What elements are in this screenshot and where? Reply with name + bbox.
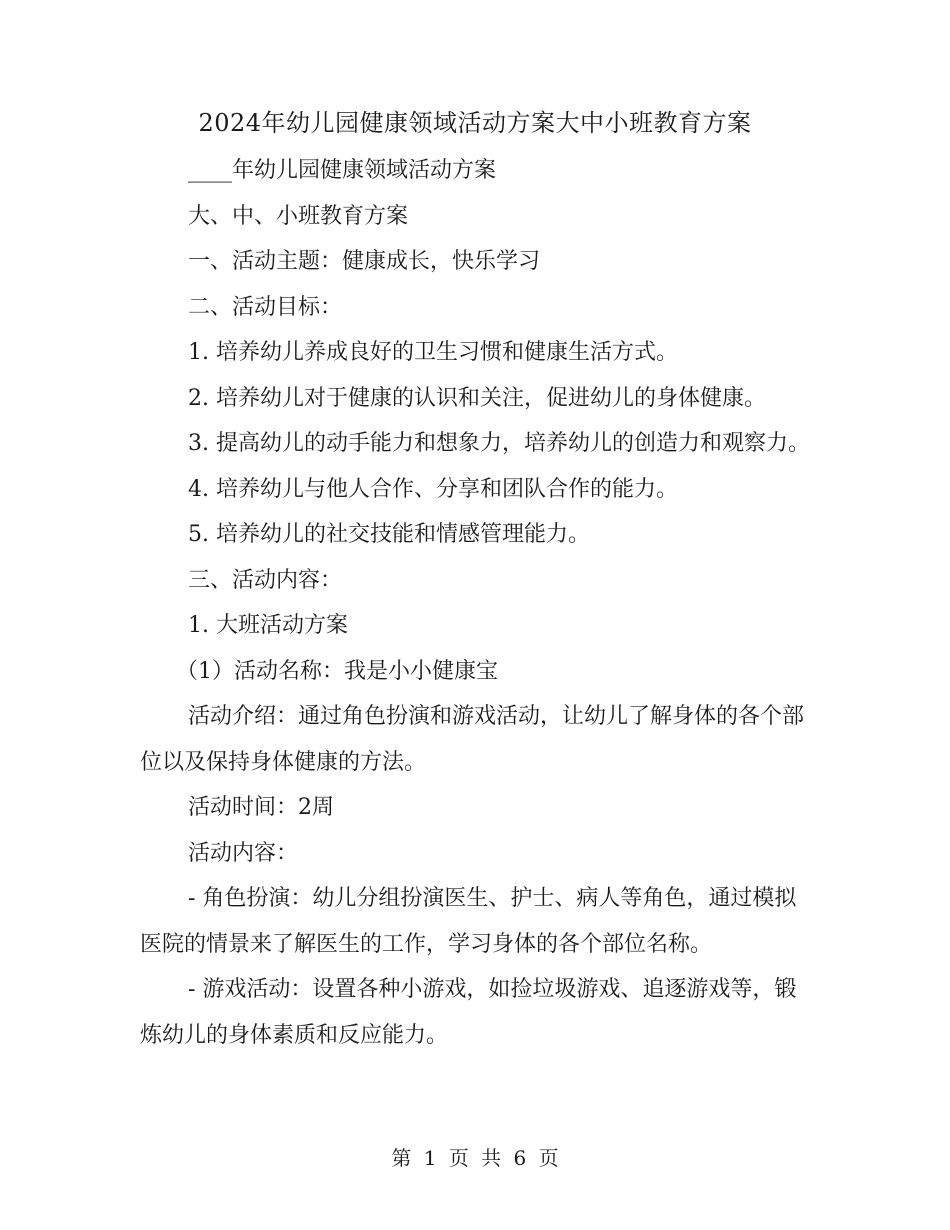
activity-time: 活动时间：2周 [188,795,334,820]
document-body [140,148,810,1058]
document-title: 2024年幼儿园健康领域活动方案大中小班教育方案 [198,109,752,137]
page-number-footer: 第 1 页 共 6 页 [391,1146,559,1170]
goal-item-2: 2. 培养幼儿对于健康的认识和关注，促进幼儿的身体健康。 [188,385,766,411]
section-heading-goals: 二、活动目标： [188,294,343,320]
paragraph-subtitle-classes: 大、中、小班教育方案 [188,203,409,229]
activity-content-roleplay: - 角色扮演：幼儿分组扮演医生、护士、病人等角色，通过模拟医院的情景来了解医生的工作，学习身体的各个部位名称。 [140,886,797,957]
goal-item-5: 5. 培养幼儿的社交技能和情感管理能力。 [188,522,590,547]
activity-name: （1）活动名称：我是小小健康宝 [176,658,498,684]
section-heading-content: 三、活动内容： [188,567,343,593]
goal-item-3: 3. 提高幼儿的动手能力和想象力，培养幼儿的创造力和观察力。 [188,431,810,456]
section-heading-theme: 一、活动主题：健康成长，快乐学习 [188,249,541,274]
subsection-heading-big-class: 1. 大班活动方案 [188,613,348,638]
activity-intro: 活动介绍：通过角色扮演和游戏活动，让幼儿了解身体的各个部位以及保持身体健康的方法。 [140,704,805,775]
paragraph-subtitle-year: ____年幼儿园健康领域活动方案 [188,158,497,183]
activity-content-games: - 游戏活动：设置各种小游戏，如捡垃圾游戏、追逐游戏等，锻炼幼儿的身体素质和反应能力。 [140,977,797,1048]
activity-content-heading: 活动内容： [188,840,299,866]
goal-item-4: 4. 培养幼儿与他人合作、分享和团队合作的能力。 [188,476,678,502]
goal-item-1: 1. 培养幼儿养成良好的卫生习惯和健康生活方式。 [188,340,678,365]
